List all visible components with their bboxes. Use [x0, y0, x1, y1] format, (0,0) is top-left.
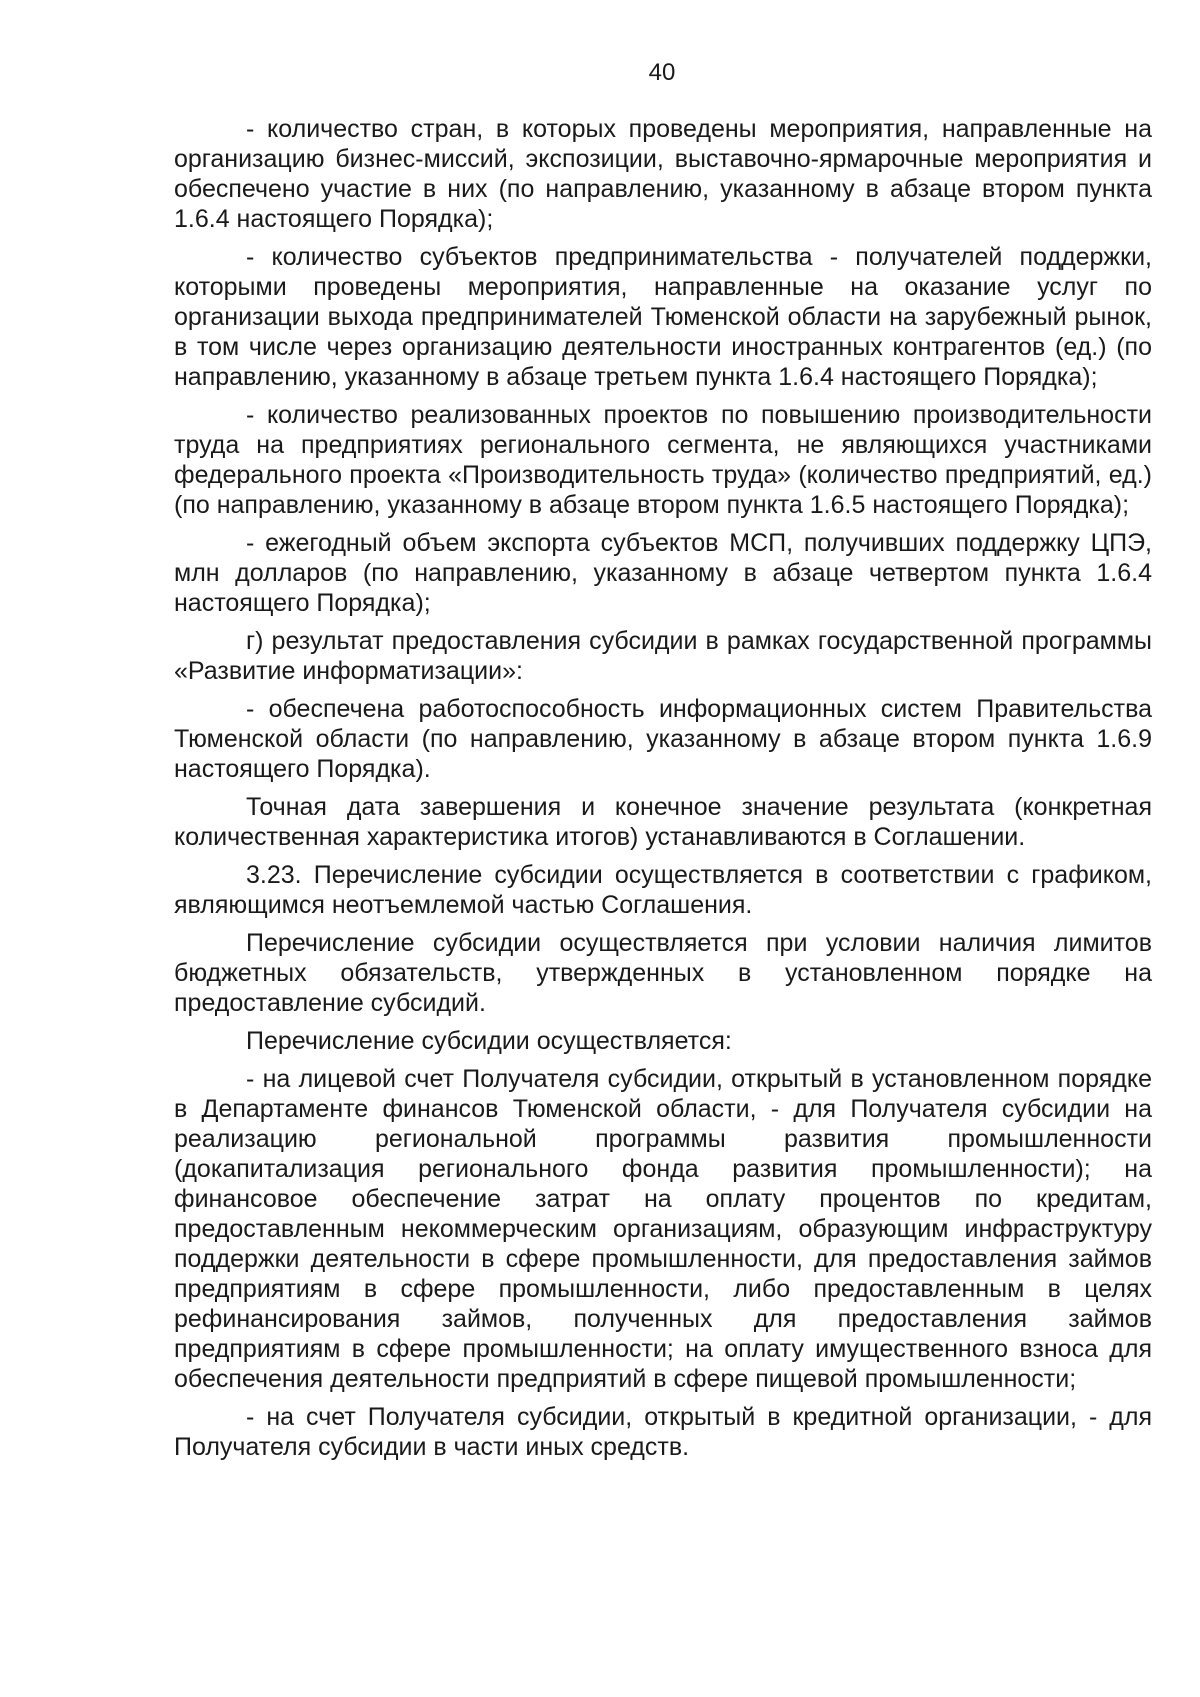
paragraph-3-23-schedule: 3.23. Перечисление субсидии осуществляется в соответствии с графиком, являющимся неотъемлемой частью Соглашения. [174, 861, 1152, 919]
paragraph-export-volume: - ежегодный объем экспорта субъектов МСП, получивших поддержку ЦПЭ, млн долларов (по направлению, указанному в абзаце четвертом пункта 1.6.4 настоящего Порядка); [174, 529, 1152, 617]
page-number: 40 [648, 59, 676, 86]
paragraph-entrepreneurs-count: - количество субъектов предпринимательства - получателей поддержки, которыми проведены мероприятия, направленные на оказание услуг по организации выхода предпринимателей Тюменской области на зарубежный рынок, в том числе через организацию деятельности иностранных контрагентов (ед.) (по направлению, указанному в абзаце третьем пункта 1.6.4 настоящего Порядка); [174, 243, 1152, 391]
paragraph-personal-account: - на лицевой счет Получателя субсидии, открытый в установленном порядке в Департаменте финансов Тюменской области, - для Получателя субсидии на реализацию региональной программы развития промышленности (докапитализация регионального фонда развития промышленности); на финансовое обеспечение затрат на оплату процентов по кредитам, предоставленным некоммерческим организациям, образующим инфраструктуру поддержки деятельности в сфере промышленности, для предоставления займов предприятиям в сфере промышленности, либо предоставленным в целях рефинансирования займов, полученных для предоставления займов предприятиям в сфере промышленности; на оплату имущественного взноса для обеспечения деятельности предприятий в сфере пищевой промышленности; [174, 1065, 1152, 1393]
paragraph-credit-account: - на счет Получателя субсидии, открытый в кредитной организации, - для Получателя субсидии в части иных средств. [174, 1403, 1152, 1461]
paragraph-budget-limits: Перечисление субсидии осуществляется при условии наличия лимитов бюджетных обязательств, утвержденных в установленном порядке на предоставление субсидий. [174, 929, 1152, 1017]
paragraph-transfer-intro: Перечисление субсидии осуществляется: [246, 1027, 732, 1055]
paragraph-result-date: Точная дата завершения и конечное значение результата (конкретная количественная характеристика итогов) устанавливаются в Соглашении. [174, 793, 1152, 851]
paragraph-informatization-result: г) результат предоставления субсидии в рамках государственной программы «Развитие информатизации»: [174, 627, 1152, 685]
document-body [174, 114, 1152, 1470]
paragraph-productivity-projects: - количество реализованных проектов по повышению производительности труда на предприятиях регионального сегмента, не являющихся участниками федерального проекта «Производительность труда» (количество предприятий, ед.) (по направлению, указанному в абзаце втором пункта 1.6.5 настоящего Порядка); [174, 401, 1152, 519]
paragraph-countries-count: - количество стран, в которых проведены мероприятия, направленные на организацию бизнес-миссий, экспозиции, выставочно-ярмарочные мероприятия и обеспечено участие в них (по направлению, указанному в абзаце втором пункта 1.6.4 настоящего Порядка); [174, 115, 1152, 233]
paragraph-information-systems: - обеспечена работоспособность информационных систем Правительства Тюменской области (по направлению, указанному в абзаце втором пункта 1.6.9 настоящего Порядка). [174, 695, 1152, 783]
